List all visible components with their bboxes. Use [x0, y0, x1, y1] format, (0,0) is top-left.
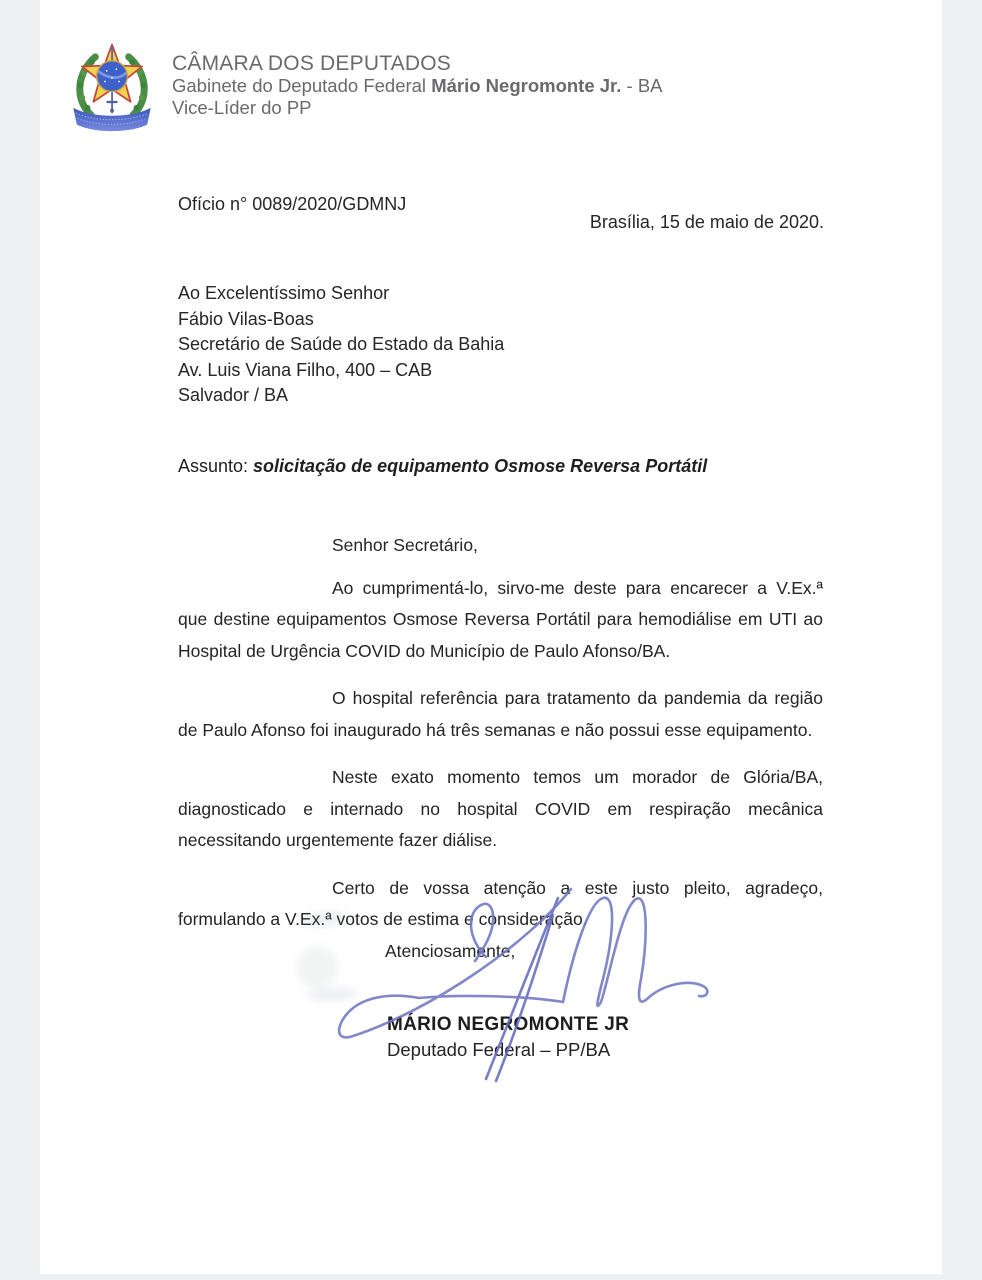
- letter-page: [40, 0, 942, 1274]
- letterhead-text: [172, 52, 663, 119]
- reference-number: Ofício n° 0089/2020/GDMNJ: [178, 194, 407, 214]
- body-paragraph-3: Neste exato momento temos um morador de Glória/BA, diagnosticado e internado no hospital COVID em respiração mecânica necessitando urgentemente fazer diálise.: [178, 767, 823, 850]
- subject-text: solicitação de equipamento Osmose Reversa Portátil: [253, 456, 708, 476]
- salutation: Senhor Secretário,: [332, 535, 478, 555]
- letterhead: [68, 34, 663, 136]
- recipient-name: Fábio Vilas-Boas: [178, 308, 314, 329]
- closing-line: Atenciosamente,: [385, 940, 516, 961]
- role-line: Vice-Líder do PP: [172, 96, 312, 118]
- celestial-globe-icon: [97, 61, 128, 92]
- office-line-prefix: Gabinete do Deputado Federal: [172, 74, 432, 96]
- recipient-city: Salvador / BA: [178, 385, 289, 406]
- dateline: Brasília, 15 de maio de 2020.: [589, 212, 824, 232]
- ink-smudge: [296, 946, 338, 988]
- recipient-block: [178, 281, 504, 409]
- recipient-address: Av. Luis Viana Filho, 400 – CAB: [178, 359, 433, 380]
- signer-title: Deputado Federal – PP/BA: [387, 1039, 611, 1060]
- body-paragraph-4: Certo de vossa atenção a este justo pleito, agradeço, formulando a V.Ex.ª votos de estima e consideração.: [178, 877, 823, 929]
- office-line-suffix: - BA: [621, 74, 663, 96]
- deputy-name: Mário Negromonte Jr.: [431, 74, 622, 96]
- body-paragraph-1: Ao cumprimentá-lo, sirvo-me deste para encarecer a V.Ex.ª que destine equipamentos Osmose Reversa Portátil para hemodiálise em UTI ao Hospital de Urgência COVID do Município de Paulo Afonso/BA.: [178, 577, 823, 661]
- body-paragraph-2: O hospital referência para tratamento da pandemia da região de Paulo Afonso foi inaugurado há três semanas e não possui esse equipamento.: [178, 688, 823, 740]
- signer-name: MÁRIO NEGROMONTE JR: [387, 1014, 630, 1035]
- recipient-salutation-line: Ao Excelentíssimo Senhor: [178, 283, 390, 303]
- subject-label: Assunto:: [178, 456, 254, 476]
- recipient-title: Secretário de Saúde do Estado da Bahia: [178, 334, 505, 355]
- coat-of-arms-logo: [68, 34, 156, 136]
- subject-line: [178, 456, 707, 477]
- letter-body: [178, 530, 823, 1061]
- office-line: [172, 75, 663, 97]
- organization-name: CÂMARA DOS DEPUTADOS: [172, 51, 451, 75]
